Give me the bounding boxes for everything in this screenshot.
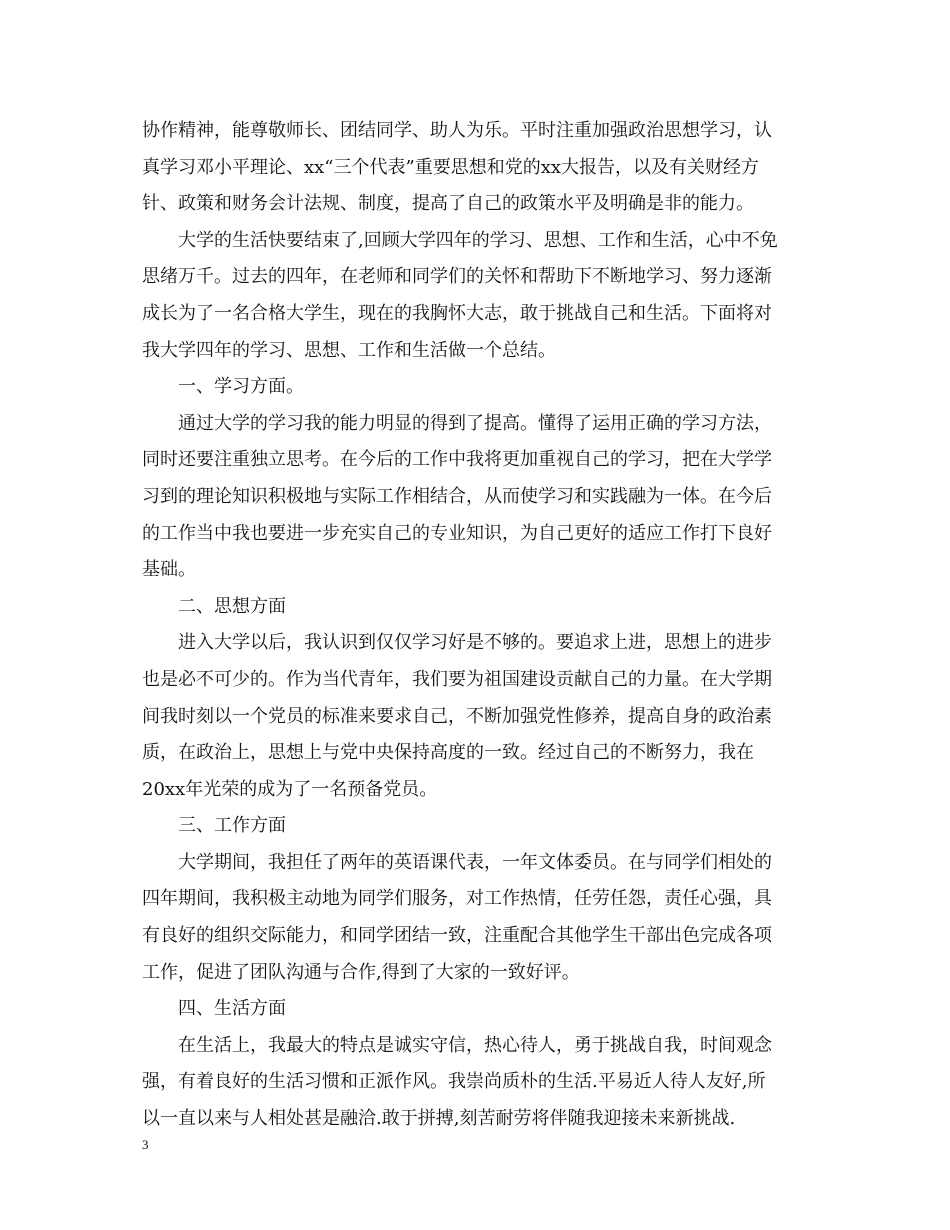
text-line: 习到的理论知识积极地与实际工作相结合，从而使学习和实践融为一体。在今后 <box>142 485 772 507</box>
paragraph-first-line: 通过大学的学习我的能力明显的得到了提高。懂得了运用正确的学习方法， <box>178 412 772 434</box>
text-line: 基础。 <box>142 559 196 581</box>
text-line: 20xx年光荣的成为了一名预备党员。 <box>142 778 438 800</box>
paragraph-first-line: 大学期间，我担任了两年的英语课代表，一年文体委员。在与同学们相处的 <box>178 851 772 873</box>
text-line: 以一直以来与人相处甚是融洽.敢于拼搏,刻苦耐劳将伴随我迎接未来新挑战. <box>142 1108 736 1130</box>
text-line: 我大学四年的学习、思想、工作和生活做一个总结。 <box>142 339 556 361</box>
text-line: 也是必不可少的。作为当代青年，我们要为祖国建设贡献自己的力量。在大学期 <box>142 668 772 690</box>
paragraph-first-line: 大学的生活快要结束了,回顾大学四年的学习、思想、工作和生活，心中不免 <box>178 229 778 251</box>
text-line: 同时还要注重独立思考。在今后的工作中我将更加重视自己的学习，把在大学学 <box>142 449 772 471</box>
text-line: 成长为了一名合格大学生，现在的我胸怀大志，敢于挑战自己和生活。下面将对 <box>142 302 772 324</box>
text-line: 间我时刻以一个党员的标准来要求自己，不断加强党性修养，提高自身的政治素 <box>142 705 772 727</box>
text-line: 有良好的组织交际能力，和同学团结一致，注重配合其他学生干部出色完成各项 <box>142 925 772 947</box>
text-line: 质，在政治上，思想上与党中央保持高度的一致。经过自己的不断努力，我在 <box>142 742 754 764</box>
section-heading-thought: 二、思想方面 <box>178 595 286 617</box>
document-body <box>142 113 810 1138</box>
text-line: 的工作当中我也要进一步充实自己的专业知识，为自己更好的适应工作打下良好 <box>142 522 772 544</box>
text-line: 强，有着良好的生活习惯和正派作风。我崇尚质朴的生活.平易近人待人友好,所 <box>142 1071 766 1093</box>
paragraph-first-line: 在生活上，我最大的特点是诚实守信，热心待人，勇于挑战自我，时间观念 <box>178 1034 772 1056</box>
paragraph-first-line: 进入大学以后，我认识到仅仅学习好是不够的。要追求上进，思想上的进步 <box>178 632 772 654</box>
section-heading-study: 一、学习方面。 <box>178 376 304 398</box>
section-heading-life: 四、生活方面 <box>178 998 286 1020</box>
section-heading-work: 三、工作方面 <box>178 815 286 837</box>
text-line: 四年期间，我积极主动地为同学们服务，对工作热情，任劳任怨，责任心强，具 <box>142 888 772 910</box>
text-line: 真学习邓小平理论、xx“三个代表”重要思想和党的xx大报告，以及有关财经方 <box>142 156 760 178</box>
page-number: 3 <box>142 1137 149 1152</box>
text-line: 协作精神，能尊敬师长、团结同学、助人为乐。平时注重加强政治思想学习，认 <box>142 120 772 141</box>
text-line: 思绪万千。过去的四年，在老师和同学们的关怀和帮助下不断地学习、努力逐渐 <box>142 266 772 288</box>
text-line: 针、政策和财务会计法规、制度，提高了自己的政策水平及明确是非的能力。 <box>142 193 754 215</box>
text-line: 工作，促进了团队沟通与合作,得到了大家的一致好评。 <box>142 961 580 983</box>
